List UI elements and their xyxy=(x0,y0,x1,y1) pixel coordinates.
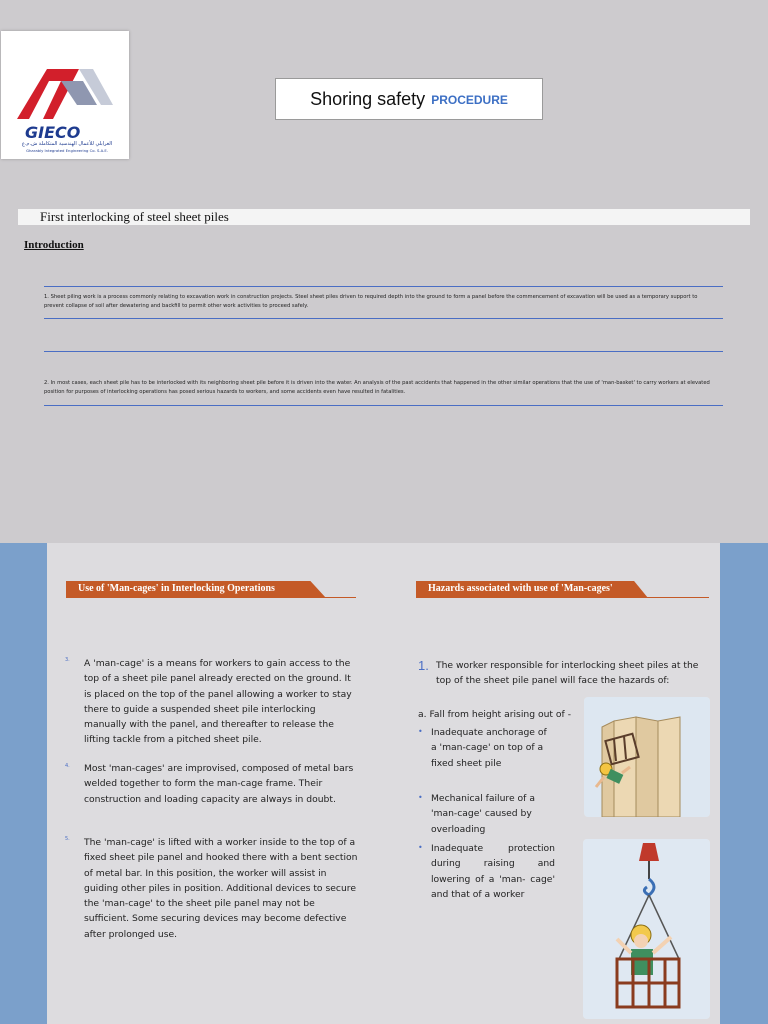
illustration-suspended-cage xyxy=(583,839,710,1019)
bullet-icon: • xyxy=(418,727,423,736)
logo-mark-icon xyxy=(13,61,117,123)
intro-paragraph-2: 2. In most cases, each sheet pile has to be interlocked with its neighboring sheet pile before it is driven into the water. An analysis of the past accidents that happened in the other similar operations that the use of 'man-basket' to carry workers at elevated position for purposes of interlocking operations has posed serious hazards to workers, and some accidents even have resulted in fatalities. xyxy=(44,380,710,395)
left-column-title: Use of 'Man-cages' in Interlocking Operations xyxy=(78,583,275,594)
hazard-intro: The worker responsible for interlocking sheet piles at the top of the sheet pile panel will face the hazards of: xyxy=(436,660,699,687)
hazard-bullet-1: Inadequate anchorage of a 'man-cage' on top of a fixed sheet pile xyxy=(431,727,547,769)
side-panel-left xyxy=(0,543,47,1024)
left-item-3: A 'man-cage' is a means for workers to gain access to the top of a sheet pile panel already erected on the ground. It is placed on the top of the panel allowing a worker to stay there to guide a suspended sheet pile interlocking manually with the panel, and thereafter to release the lifting tackle from a pitched sheet pile. xyxy=(84,658,352,746)
suspended-worker-icon xyxy=(583,839,710,1019)
item-number: 4. xyxy=(65,763,70,769)
title-accent: PROCEDURE xyxy=(431,93,508,107)
item-number: 3. xyxy=(65,657,70,663)
falling-worker-icon xyxy=(584,697,710,817)
introduction-label: Introduction xyxy=(24,239,84,251)
left-column-title-underline xyxy=(66,597,356,598)
item-number: 5. xyxy=(65,836,70,842)
divider xyxy=(44,318,723,319)
intro-paragraph-1: 1. Sheet piling work is a process commonly relating to excavation work in construction projects. Steel sheet piles driven to required depth into the ground to form a panel before the commencement of excavation will be used as a temporary support to prevent collapse of soil after dewatering and backfill to permit other work activities to proceed safely. xyxy=(44,294,698,309)
divider xyxy=(44,351,723,352)
logo-arabic-name: الغرابلي للأعمال الهندسية المتكاملة ش.م.ع xyxy=(21,141,113,147)
hazard-number: 1. xyxy=(418,658,429,673)
hazard-subheading: a. Fall from height arising out of - xyxy=(418,709,572,720)
company-logo xyxy=(1,31,129,159)
section-heading: First interlocking of steel sheet piles xyxy=(40,209,229,224)
side-panel-right xyxy=(720,543,768,1024)
left-item-4: Most 'man-cages' are improvised, composed of metal bars welded together to form the man-cage frame. Their construction and loading capacity are always in doubt. xyxy=(84,763,354,805)
hazard-bullet-3: Inadequate protection during raising and lowering of a 'man- cage' and that of a worker xyxy=(431,843,555,900)
right-column-title: Hazards associated with use of 'Man-cages' xyxy=(428,583,613,594)
title-main: Shoring safety xyxy=(310,88,426,109)
bullet-icon: • xyxy=(418,843,423,852)
logo-english-name: Gharably Integrated Engineering Co. S.A.E. xyxy=(26,148,108,153)
right-column-title-underline xyxy=(416,597,709,598)
document-title xyxy=(275,78,543,120)
logo-wordmark: GIECO xyxy=(25,123,81,142)
divider xyxy=(44,286,723,287)
hazard-bullet-2: Mechanical failure of a 'man-cage' caused by overloading xyxy=(431,793,535,835)
divider xyxy=(44,405,723,406)
left-item-5: The 'man-cage' is lifted with a worker inside to the top of a fixed sheet pile panel and hooked there with a bent section of metal bar. In this position, the worker will assist in guiding other piles in position. Additional devices to secure the 'man-cage' to the sheet pile panel may not be sufficient. Some securing devices may become defective after prolonged use. xyxy=(84,837,358,940)
bullet-icon: • xyxy=(418,793,423,802)
illustration-cage-on-pile xyxy=(584,697,710,817)
